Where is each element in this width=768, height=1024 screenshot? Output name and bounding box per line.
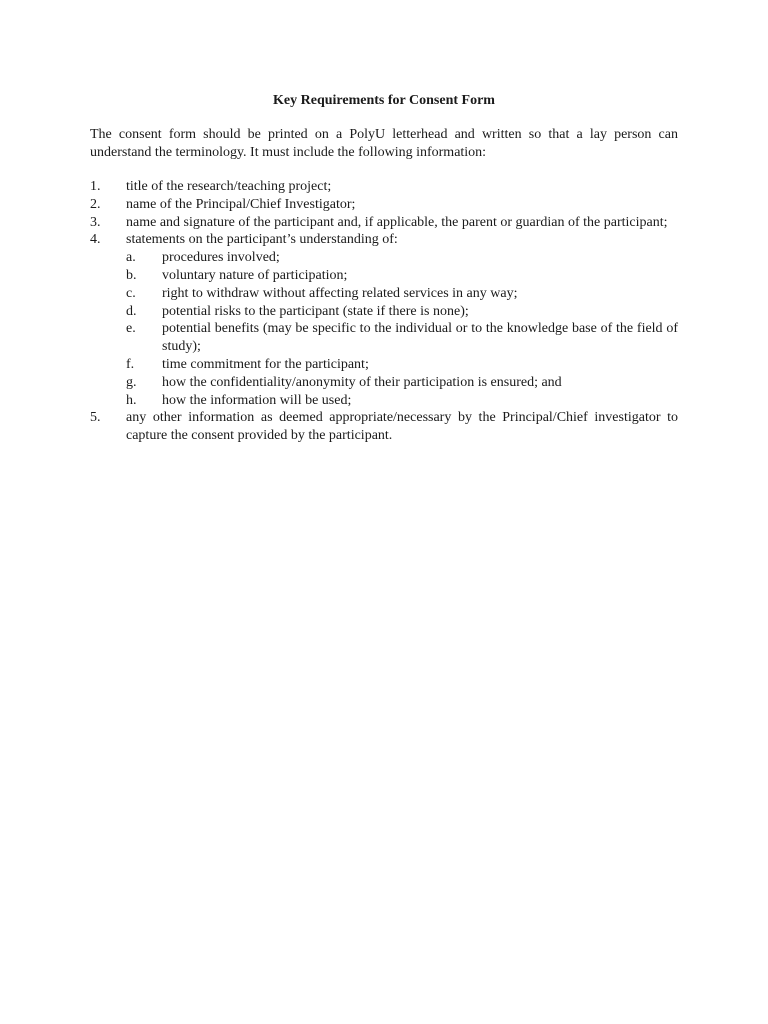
subitem-text: how the confidentiality/anonymity of their participation is ensured; and [162,374,562,390]
sublist-item [126,392,678,410]
list-item [90,409,678,445]
subitem-letter: h. [126,392,137,408]
item-number: 3. [90,214,101,230]
item-number: 1. [90,179,101,194]
sublist-item [126,267,678,285]
subitem-text: how the information will be used; [162,392,352,408]
item-text: title of the research/teaching project; [126,179,332,194]
sublist-item [126,356,678,374]
subitem-letter: b. [126,267,137,283]
item-number: 5. [90,410,101,426]
subitem-text: time commitment for the participant; [162,356,369,372]
subitem-text: right to withdraw without affecting related services in any way; [162,285,518,301]
subitem-letter: e. [126,321,136,337]
item-text: name of the Principal/Chief Investigator; [126,196,356,212]
list-item [90,231,678,409]
document-title: Key Requirements for Consent Form [273,93,495,108]
subitem-text: voluntary nature of participation; [162,267,348,283]
subitem-letter: a. [126,250,136,266]
item-text: name and signature of the participant and, if applicable, the parent or guardian of the participant; [126,214,668,230]
subitem-text: potential benefits (may be specific to the individual or to the knowledge base of the field of study); [162,321,678,355]
subitem-text: potential risks to the participant (state if there is none); [162,303,469,319]
item-text: statements on the participant’s understanding of: [126,232,398,248]
sublist-item [126,249,678,267]
list-item [90,196,678,214]
understanding-sublist [126,249,678,409]
list-item [90,214,678,232]
document-page [90,92,678,445]
sublist-item [126,285,678,303]
item-body [126,231,678,409]
intro-paragraph: The consent form should be printed on a PolyU letterhead and written so that a lay person can understand the terminology. It must include the following information: [90,127,678,160]
subitem-letter: d. [126,303,137,319]
sublist-item [126,303,678,321]
subitem-letter: g. [126,374,137,390]
list-item [90,178,678,196]
subitem-text: procedures involved; [162,250,280,266]
requirements-list [90,178,678,445]
sublist-item [126,374,678,392]
sublist-item [126,320,678,356]
item-text: any other information as deemed appropriate/necessary by the Principal/Chief investigator to capture the consent provided by the participant. [126,410,678,444]
subitem-letter: c. [126,285,136,301]
subitem-letter: f. [126,356,135,372]
item-number: 4. [90,232,101,248]
item-number: 2. [90,196,101,212]
